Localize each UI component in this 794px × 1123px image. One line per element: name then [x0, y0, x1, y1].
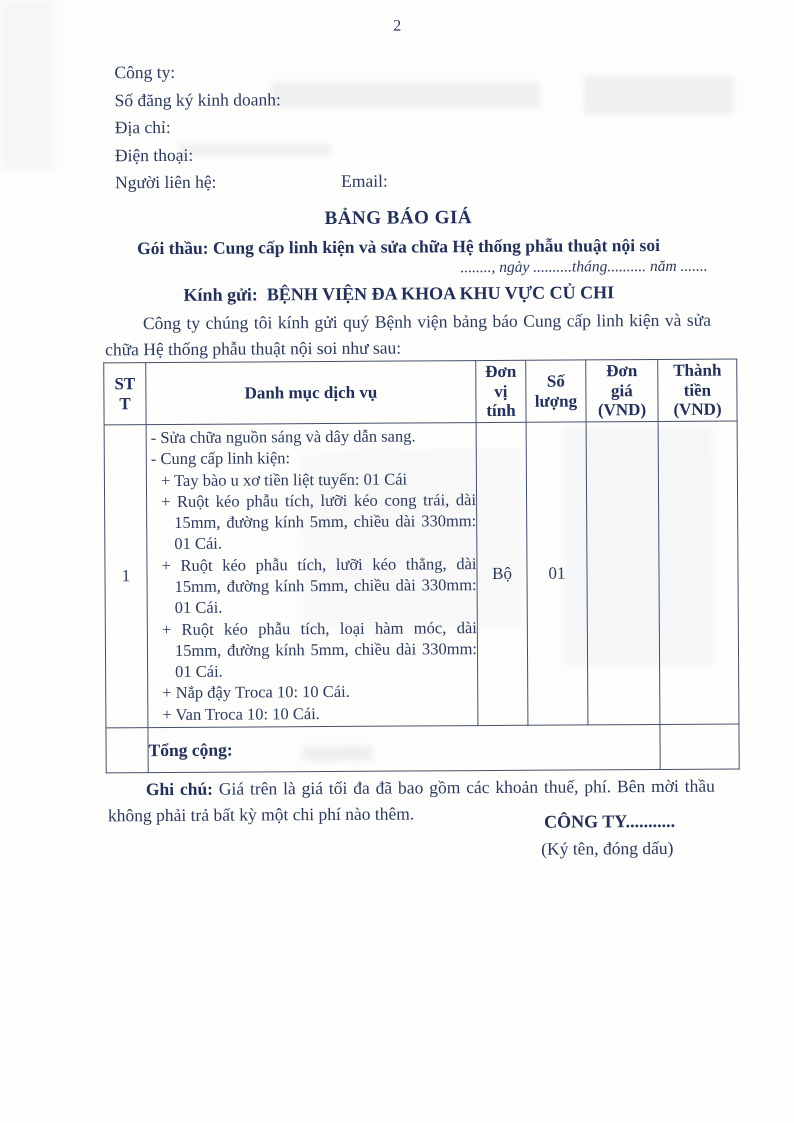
col-header-unit-price: Đơn giá (VND): [586, 359, 658, 421]
signature-instruction: (Ký tên, đóng dấu): [541, 837, 674, 859]
service-item: + Ruột kéo phẫu tích, lưỡi kéo cong trái, dài 15mm, đường kính 5mm, chiều dài 330mm: 01 Cái.: [161, 489, 477, 554]
table-header-row: [104, 359, 737, 425]
cell-total: [658, 421, 739, 724]
note-text: Giá trên là giá tối đa đã bao gồm các khoản thuế, phí. Bên mời thầu không phải trả bất kỳ một chi phí nào thêm.: [107, 775, 715, 826]
cell-service-list: [146, 423, 478, 728]
service-item: + Van Troca 10: 10 Cái.: [162, 703, 320, 724]
email-label: Email:: [341, 171, 388, 192]
col-header-unit: Đơn vị tính: [476, 360, 526, 422]
salutation-label: Kính gửi:: [183, 284, 258, 305]
col-header-stt: ST T: [104, 363, 146, 425]
service-item: - Sửa chữa nguồn sáng và dây dẫn sang.: [150, 426, 416, 448]
service-item: + Nắp đậy Troca 10: 10 Cái.: [162, 682, 350, 703]
col-header-quantity: Số lượng: [526, 360, 586, 422]
col-header-service: Danh mục dịch vụ: [146, 361, 476, 425]
address-label: Địa chỉ:: [114, 117, 171, 138]
cell-unit: Bộ: [476, 422, 528, 725]
phone-label: Điện thoại:: [114, 144, 194, 166]
table-total-row: [106, 724, 739, 773]
service-item: - Cung cấp linh kiện:: [150, 448, 291, 469]
contact-line: [115, 169, 388, 198]
total-value-cell: [660, 724, 739, 769]
salutation-recipient: BỆNH VIỆN ĐA KHOA KHU VỰC CỦ CHI: [266, 282, 615, 305]
cell-stt: 1: [104, 425, 148, 728]
document-title: BẢNG BÁO GIÁ: [324, 207, 473, 230]
quotation-table: [103, 359, 739, 774]
salutation-line: [2, 281, 794, 307]
registration-label: Số đăng ký kinh doanh:: [114, 88, 281, 110]
note-label: Ghi chú:: [145, 778, 214, 800]
cell-unit-price: [586, 421, 660, 724]
signature-company-line: CÔNG TY...........: [543, 810, 676, 832]
date-line: ........, ngày ..........tháng.......... năm .......: [460, 257, 708, 277]
intro-paragraph: Công ty chúng tôi kính gửi quý Bệnh viện bảng báo Cung cấp linh kiện và sửa chữa Hệ thống phẫu thuật nội soi như sau:: [105, 309, 712, 360]
contact-label: Người liên hệ:: [115, 172, 217, 193]
col-header-total: Thành tiền (VND): [658, 359, 737, 421]
service-item: + Ruột kéo phẫu tích, lưỡi kéo thẳng, dài 15mm, đường kính 5mm, chiều dài 330mm: 01 Cái.: [161, 553, 477, 618]
page-number: 2: [393, 17, 402, 35]
company-info-block: [114, 58, 388, 197]
total-label: Tổng cộng:: [148, 724, 660, 772]
service-item: + Ruột kéo phẫu tích, loại hàm móc, dài 15mm, đường kính 5mm, chiều dài 330mm: 01 Cái.: [161, 617, 478, 682]
service-item: + Tay bào u xơ tiền liệt tuyến: 01 Cái: [160, 469, 408, 490]
cell-quantity: 01: [526, 422, 588, 725]
total-row-stt-cell: [106, 728, 148, 773]
table-row: [104, 421, 739, 728]
company-label: Công ty:: [114, 61, 176, 83]
tender-package-line: Gói thầu: Cung cấp linh kiện và sửa chữa Hệ thống phẫu thuật nội soi: [137, 234, 660, 259]
